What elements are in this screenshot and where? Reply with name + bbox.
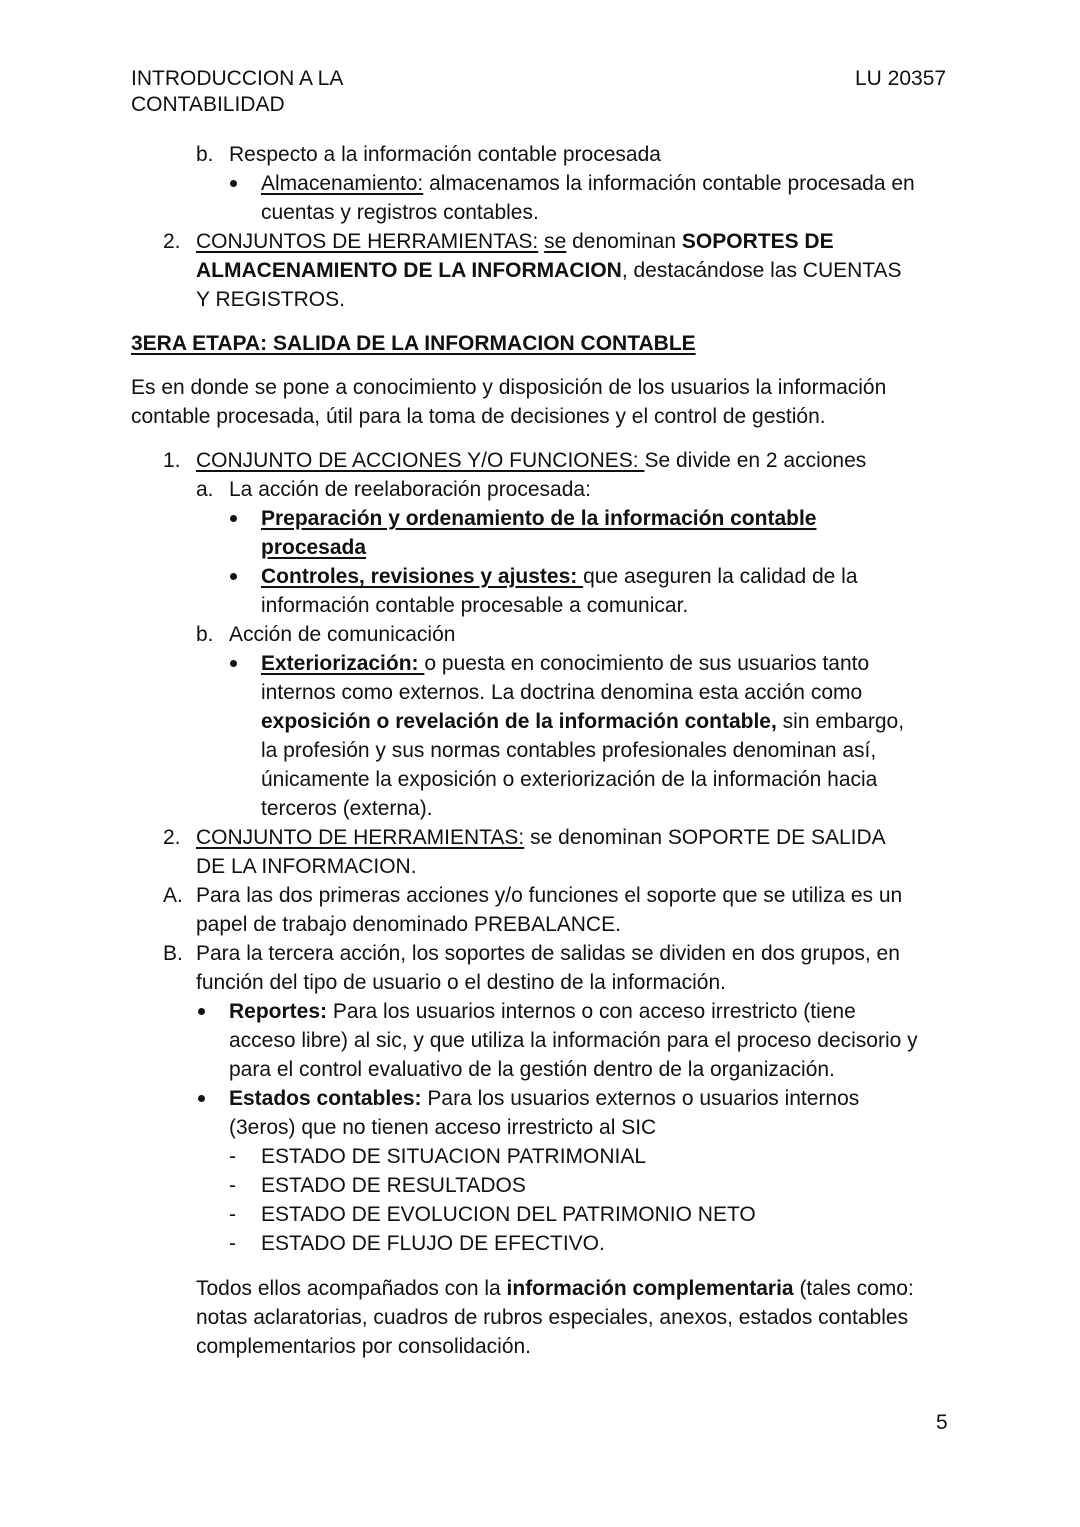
almacenamiento-line — [261, 169, 915, 198]
herramientas-line2: DE LA INFORMACION. — [196, 855, 417, 878]
herramientas-almac-text2: , destacándose las CUENTAS — [621, 259, 902, 282]
preparacion-line1: Preparación y ordenamiento de la información contable — [261, 507, 817, 530]
bullet-icon — [230, 180, 237, 187]
herramientas-line1 — [196, 823, 886, 852]
exteriorizacion-line3 — [261, 707, 904, 736]
dash-marker: - — [229, 1203, 236, 1226]
herramientas-almac-bold2: ALMACENAMIENTO DE LA INFORMACION — [196, 259, 622, 282]
estados-text: Para los usuarios externos o usuarios internos — [421, 1087, 860, 1110]
item-A-line1: Para las dos primeras acciones y/o funciones el soporte que se utiliza es un — [196, 884, 903, 907]
herramientas-almac-label: CONJUNTOS DE HERRAMIENTAS: — [196, 230, 539, 253]
herramientas-almac-se: se — [544, 230, 567, 253]
estados-line1 — [229, 1084, 859, 1113]
list-marker-2b: 2. — [163, 826, 181, 849]
reportes-text: Para los usuarios internos o con acceso irrestricto (tiene — [327, 1000, 856, 1023]
exteriorizacion-text: o puesta en conocimiento de sus usuarios tanto — [424, 652, 870, 675]
closing-text1: Todos ellos acompañados con la — [196, 1277, 507, 1300]
acciones-text: Se divide en 2 acciones — [644, 449, 867, 472]
almacenamiento-label: Almacenamiento: — [261, 172, 424, 195]
estado-item: ESTADO DE SITUACION PATRIMONIAL — [261, 1145, 647, 1168]
closing-line3: complementarios por consolidación. — [196, 1335, 532, 1358]
reportes-label: Reportes: — [229, 1000, 328, 1023]
accion-reelaboracion: La acción de reelaboración procesada: — [229, 478, 591, 501]
acciones-label: CONJUNTO DE ACCIONES Y/O FUNCIONES: — [196, 449, 645, 472]
exteriorizacion-line6: terceros (externa). — [261, 797, 433, 820]
bullet-icon — [230, 573, 237, 580]
bullet-icon — [198, 1008, 205, 1015]
exteriorizacion-line3-tail: sin embargo, — [776, 710, 905, 733]
closing-text2: (tales como: — [793, 1277, 914, 1300]
controles-text: que aseguren la calidad de la — [583, 565, 858, 588]
almacenamiento-line2: cuentas y registros contables. — [261, 201, 539, 224]
header-course-line2: CONTABILIDAD — [131, 93, 285, 116]
item-B-line1: Para la tercera acción, los soportes de salidas se dividen en dos grupos, en — [196, 942, 900, 965]
accion-comunicacion: Acción de comunicación — [229, 623, 456, 646]
list-marker-b: b. — [196, 143, 214, 166]
estado-item: ESTADO DE RESULTADOS — [261, 1174, 526, 1197]
header-code: LU 20357 — [855, 67, 947, 90]
dash-marker: - — [229, 1232, 236, 1255]
herramientas-almac-line3: Y REGISTROS. — [196, 288, 345, 311]
exteriorizacion-line4: la profesión y sus normas contables profesionales denominan así, — [261, 739, 877, 762]
closing-line2: notas aclaratorias, cuadros de rubros especiales, anexos, estados contables — [196, 1306, 909, 1329]
exteriorizacion-line5: únicamente la exposición o exteriorización de la información hacia — [261, 768, 878, 791]
list-marker-a: a. — [196, 478, 214, 501]
controles-line2: información contable procesable a comunicar. — [261, 594, 689, 617]
closing-line1 — [196, 1274, 914, 1303]
controles-label: Controles, revisiones y ajustes: — [261, 565, 584, 588]
item-A-line2: papel de trabajo denominado PREBALANCE. — [196, 913, 621, 936]
list-marker-2: 2. — [163, 230, 181, 253]
estados-line2: (3eros) que no tienen acceso irrestricto al SIC — [229, 1116, 657, 1139]
header-course-line1: INTRODUCCION A LA — [131, 67, 344, 90]
acciones-line — [196, 446, 866, 475]
intro-line2: contable procesada, útil para la toma de decisiones y el control de gestión. — [131, 405, 826, 428]
herramientas-text: se denominan SOPORTE DE SALIDA — [524, 826, 886, 849]
exteriorizacion-line2: internos como externos. La doctrina denomina esta acción como — [261, 681, 863, 704]
list-item-b: Respecto a la información contable procesada — [229, 143, 661, 166]
herramientas-label: CONJUNTO DE HERRAMIENTAS: — [196, 826, 525, 849]
almacenamiento-text: almacenamos la información contable procesada en — [423, 172, 915, 195]
bullet-icon — [230, 515, 237, 522]
bullet-icon — [198, 1095, 205, 1102]
exteriorizacion-label: Exteriorización: — [261, 652, 425, 675]
section-heading: 3ERA ETAPA: SALIDA DE LA INFORMACION CONTABLE — [131, 332, 696, 355]
estados-label: Estados contables: — [229, 1087, 422, 1110]
exteriorizacion-bold: exposición o revelación de la información contable, — [261, 710, 777, 733]
estado-item: ESTADO DE EVOLUCION DEL PATRIMONIO NETO — [261, 1203, 756, 1226]
reportes-line2: acceso libre) al sic, y que utiliza la información para el proceso decisorio y — [229, 1029, 918, 1052]
intro-line1: Es en donde se pone a conocimiento y disposición de los usuarios la información — [131, 376, 887, 399]
reportes-line3: para el control evaluativo de la gestión dentro de la organización. — [229, 1058, 835, 1081]
herramientas-almac-bold1: SOPORTES DE — [681, 230, 834, 253]
controles-line1 — [261, 562, 858, 591]
closing-bold: información complementaria — [506, 1277, 794, 1300]
reportes-line1 — [229, 997, 856, 1026]
item-B-line2: función del tipo de usuario o el destino de la información. — [196, 971, 727, 994]
dash-marker: - — [229, 1145, 236, 1168]
herramientas-almac-line1 — [196, 227, 834, 256]
dash-marker: - — [229, 1174, 236, 1197]
list-marker-A: A. — [163, 884, 183, 907]
list-marker-b2: b. — [196, 623, 214, 646]
bullet-icon — [230, 660, 237, 667]
list-marker-B: B. — [163, 942, 183, 965]
list-marker-1: 1. — [163, 449, 181, 472]
exteriorizacion-line1 — [261, 649, 869, 678]
preparacion-line2: procesada — [261, 536, 367, 559]
estado-item: ESTADO DE FLUJO DE EFECTIVO. — [261, 1232, 605, 1255]
herramientas-almac-text: denominan — [566, 230, 682, 253]
herramientas-almac-line2 — [196, 256, 902, 285]
page-number: 5 — [936, 1411, 948, 1434]
